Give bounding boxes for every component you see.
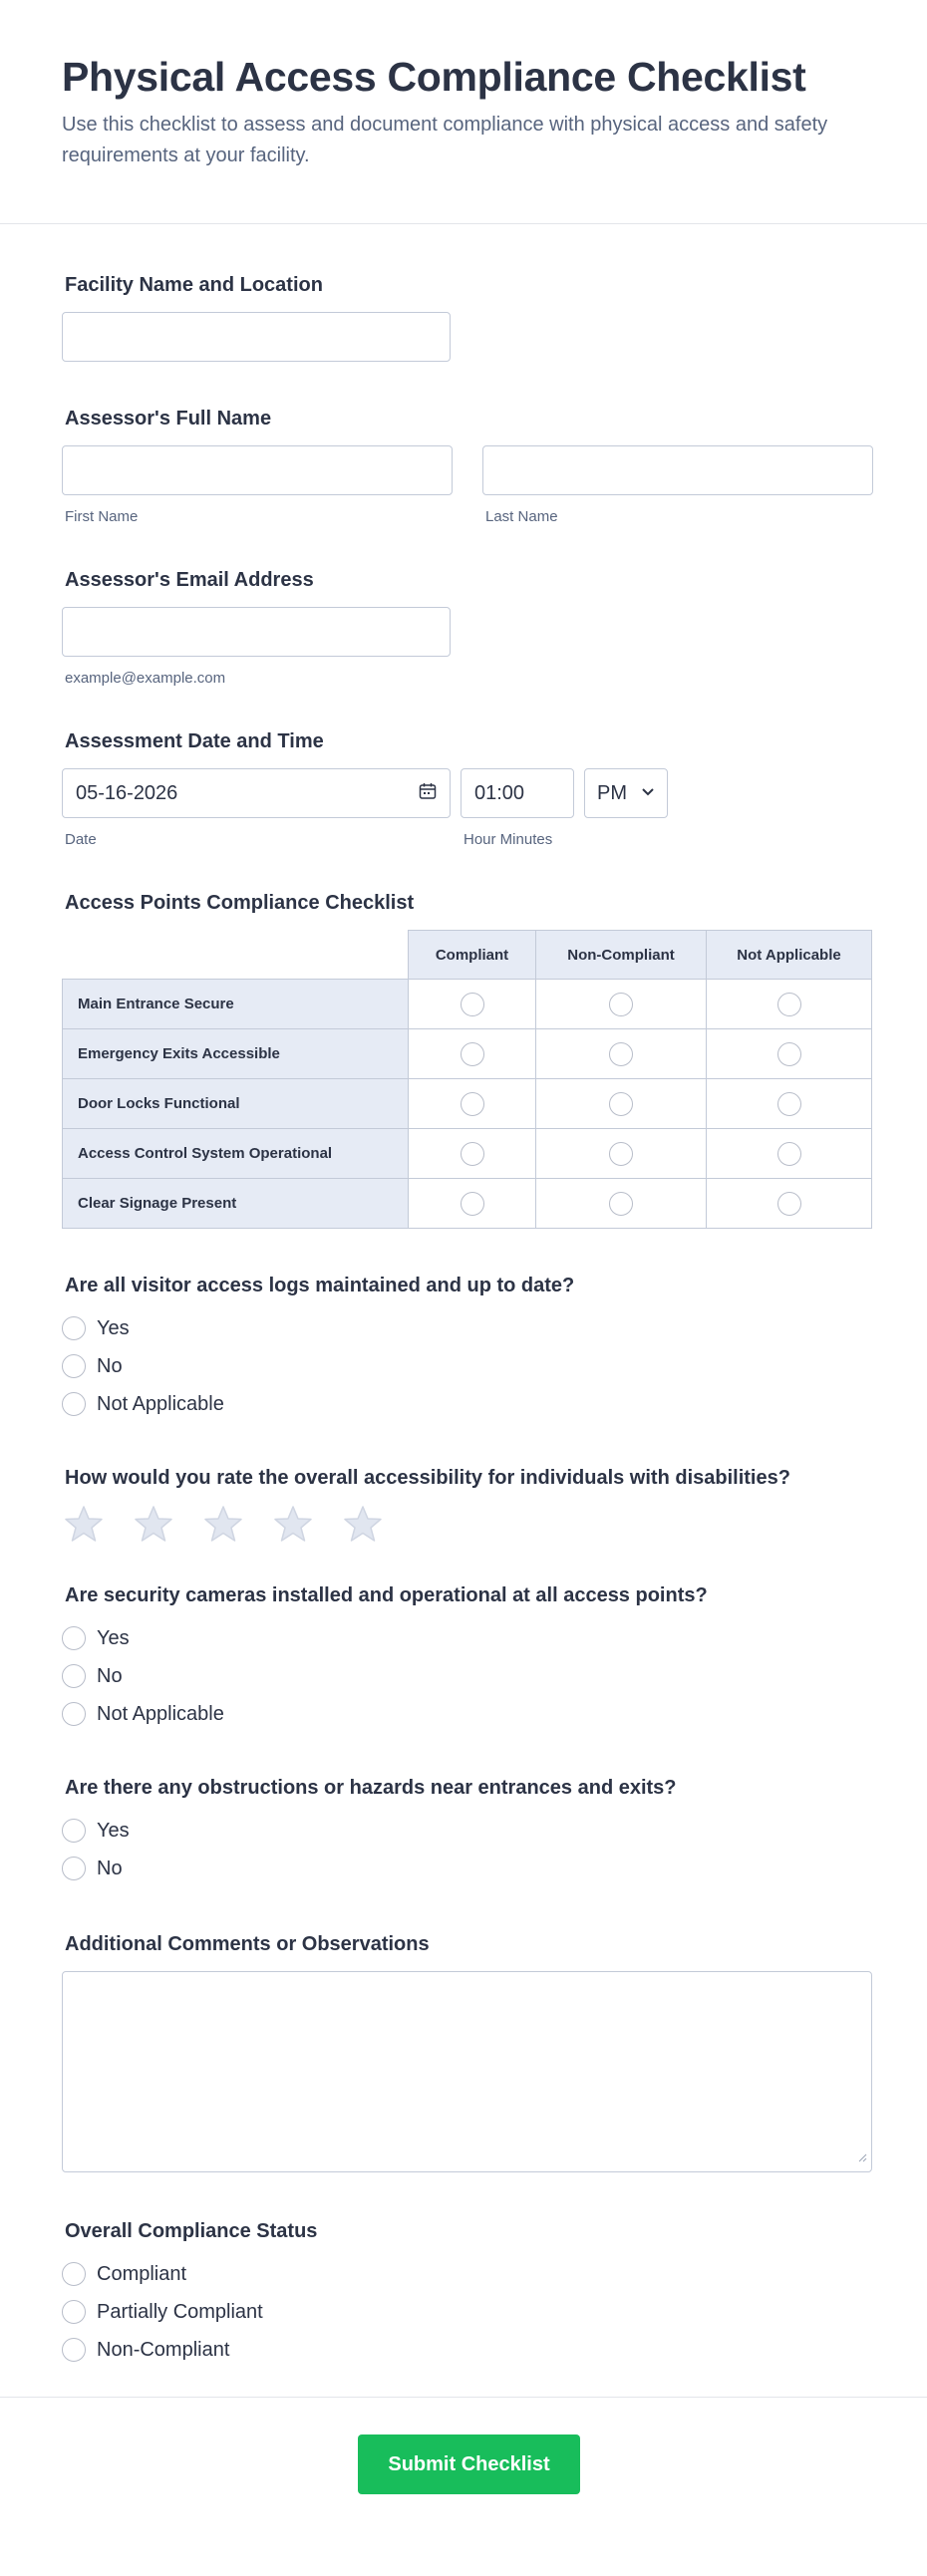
option-label: Yes [97, 1626, 130, 1649]
matrix-radio[interactable] [461, 1092, 484, 1116]
option-label: Yes [97, 1819, 130, 1842]
obstructions-field [62, 1775, 865, 1887]
radio-button[interactable] [62, 2300, 86, 2324]
matrix-row-label: Door Locks Functional [63, 1079, 409, 1129]
option-label: No [97, 1664, 123, 1687]
visitor-logs-field [62, 1273, 865, 1423]
matrix-radio[interactable] [777, 1042, 801, 1066]
email-sublabel: example@example.com [65, 670, 226, 687]
star-icon[interactable] [343, 1505, 383, 1543]
matrix-field [62, 890, 865, 1229]
radio-button[interactable] [62, 1857, 86, 1880]
date-input[interactable] [62, 768, 451, 818]
matrix-radio[interactable] [461, 993, 484, 1016]
option-label: Partially Compliant [97, 2300, 263, 2323]
facility-value [63, 326, 76, 348]
obstructions-label: Are there any obstructions or hazards near entrances and exits? [65, 1777, 677, 1799]
ampm-value: PM [597, 781, 627, 804]
radio-button[interactable] [62, 1392, 86, 1416]
datetime-label: Assessment Date and Time [65, 730, 324, 752]
radio-button[interactable] [62, 1819, 86, 1843]
comments-label: Additional Comments or Observations [65, 1933, 430, 1955]
last-name-value [483, 459, 496, 481]
matrix-row [63, 980, 872, 1029]
cameras-option[interactable] [62, 1695, 865, 1733]
compliance-matrix [62, 930, 872, 1229]
email-field-group [62, 567, 865, 689]
matrix-row-label: Emergency Exits Accessible [63, 1029, 409, 1079]
resize-handle-icon[interactable] [857, 2149, 867, 2167]
facility-field [62, 272, 865, 362]
radio-button[interactable] [62, 2338, 86, 2362]
page-title: Physical Access Compliance Checklist [62, 54, 806, 100]
matrix-row-label: Access Control System Operational [63, 1129, 409, 1179]
matrix-row [63, 1079, 872, 1129]
visitor-logs-option[interactable] [62, 1309, 865, 1347]
facility-input[interactable] [62, 312, 451, 362]
option-label: Non-Compliant [97, 2338, 230, 2361]
matrix-row [63, 1029, 872, 1079]
matrix-row-label: Clear Signage Present [63, 1179, 409, 1229]
chevron-down-icon [641, 784, 655, 802]
obstructions-option[interactable] [62, 1812, 865, 1850]
cameras-option[interactable] [62, 1657, 865, 1695]
overall-label: Overall Compliance Status [65, 2220, 318, 2242]
calendar-icon[interactable] [419, 782, 437, 805]
matrix-radio[interactable] [461, 1142, 484, 1166]
date-sublabel: Date [65, 831, 97, 848]
matrix-row-label: Main Entrance Secure [63, 980, 409, 1029]
matrix-radio[interactable] [609, 1142, 633, 1166]
visitor-logs-option[interactable] [62, 1347, 865, 1385]
matrix-radio[interactable] [609, 993, 633, 1016]
matrix-corner [63, 931, 409, 980]
matrix-radio[interactable] [461, 1192, 484, 1216]
overall-option[interactable] [62, 2331, 865, 2369]
matrix-label: Access Points Compliance Checklist [65, 892, 415, 914]
date-value: 05-16-2026 [76, 781, 178, 804]
rating-field [62, 1465, 865, 1543]
email-value [63, 621, 76, 643]
option-label: Compliant [97, 2262, 187, 2285]
comments-field [62, 1931, 865, 2172]
datetime-field [62, 728, 865, 850]
star-icon[interactable] [273, 1505, 313, 1543]
radio-button[interactable] [62, 2262, 86, 2286]
ampm-select[interactable] [584, 768, 668, 818]
comments-textarea[interactable] [62, 1971, 872, 2172]
visitor-logs-option[interactable] [62, 1385, 865, 1423]
matrix-radio[interactable] [777, 1142, 801, 1166]
obstructions-option[interactable] [62, 1850, 865, 1887]
submit-button[interactable]: Submit Checklist [358, 2434, 580, 2494]
time-sublabel: Hour Minutes [464, 831, 553, 848]
form-header [0, 0, 927, 224]
radio-button[interactable] [62, 1664, 86, 1688]
first-name-value [63, 459, 76, 481]
radio-button[interactable] [62, 1354, 86, 1378]
matrix-radio[interactable] [461, 1042, 484, 1066]
option-label: No [97, 1354, 123, 1377]
radio-button[interactable] [62, 1316, 86, 1340]
star-icon[interactable] [134, 1505, 173, 1543]
matrix-col-header: Not Applicable [707, 931, 872, 980]
facility-label: Facility Name and Location [65, 274, 323, 296]
option-label: Not Applicable [97, 1702, 224, 1725]
form-footer [0, 2397, 927, 2546]
rating-label: How would you rate the overall accessibility for individuals with disabilities? [65, 1467, 790, 1489]
email-field[interactable] [62, 607, 451, 657]
matrix-radio[interactable] [777, 993, 801, 1016]
cameras-field [62, 1582, 865, 1733]
first-name-input[interactable] [62, 445, 453, 495]
option-label: No [97, 1857, 123, 1879]
first-name-sublabel: First Name [65, 508, 139, 525]
radio-button[interactable] [62, 1702, 86, 1726]
matrix-row [63, 1129, 872, 1179]
option-label: Yes [97, 1316, 130, 1339]
option-label: Not Applicable [97, 1392, 224, 1415]
time-value: 01:00 [474, 782, 525, 804]
last-name-input[interactable] [482, 445, 873, 495]
matrix-radio[interactable] [609, 1042, 633, 1066]
star-icon[interactable] [64, 1505, 104, 1543]
assessor-name-label: Assessor's Full Name [65, 408, 272, 429]
email-label: Assessor's Email Address [65, 569, 314, 591]
overall-option[interactable] [62, 2255, 865, 2293]
matrix-row [63, 1179, 872, 1229]
matrix-radio[interactable] [609, 1092, 633, 1116]
matrix-radio[interactable] [777, 1092, 801, 1116]
last-name-sublabel: Last Name [485, 508, 558, 525]
comments-value [63, 1972, 871, 1996]
matrix-radio[interactable] [777, 1192, 801, 1216]
page-subtitle: Use this checklist to assess and document compliance with physical access and safety requirements at your facility. [62, 114, 828, 166]
matrix-col-header: Compliant [409, 931, 536, 980]
matrix-radio[interactable] [609, 1192, 633, 1216]
matrix-col-header: Non-Compliant [536, 931, 707, 980]
matrix-header-row [63, 931, 872, 980]
visitor-logs-label: Are all visitor access logs maintained and up to date? [65, 1275, 575, 1296]
radio-button[interactable] [62, 1626, 86, 1650]
assessor-name-field [62, 406, 865, 527]
time-input[interactable] [461, 768, 574, 818]
cameras-option[interactable] [62, 1619, 865, 1657]
overall-option[interactable] [62, 2293, 865, 2331]
overall-field [62, 2218, 865, 2369]
star-icon[interactable] [203, 1505, 243, 1543]
star-rating [62, 1505, 865, 1543]
form-body [0, 272, 927, 2369]
cameras-label: Are security cameras installed and operational at all access points? [65, 1584, 708, 1606]
